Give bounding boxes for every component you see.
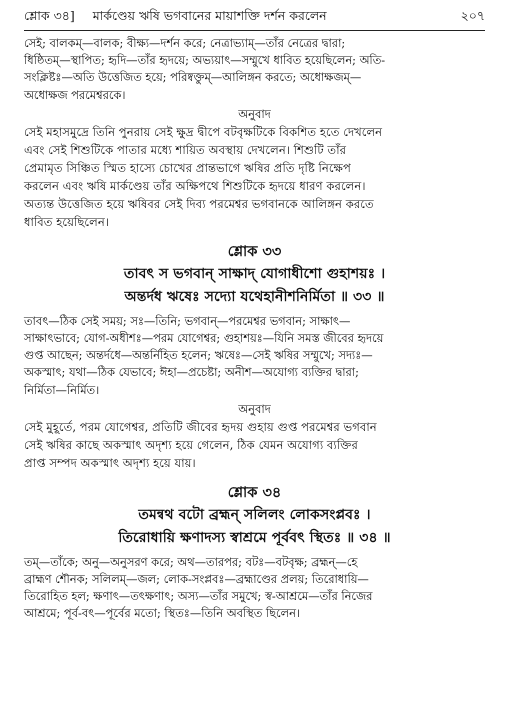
word-meanings-34: তম্—তাঁকে; অনু—অনুসরণ করে; অথ—তারপর; বটঃ—বটবৃক্ষ; ব্রহ্মন্—হে ব্রাহ্মণ শৌনক; সলিলম্—জল; লোক-সংপ্লবঃ—ব্রহ্মাণ্ডের প্রলয়; তিরোধায়ি— তিরোহিত হল; ক্ষণাৎ—তৎক্ষণাৎ; অস্য—তাঁর সমুখে; স্ব-আশ্রমে—তাঁর নিজের আশ্রমে; পূর্ব-বৎ—পূর্বের মতো; স্থিতঃ—তিনি অবস্থিত ছিলেন। bbox=[24, 554, 373, 621]
verse-33-line2: অন্তর্দধ ঋষেঃ সদ্যো যথেহানীশনির্মিতা ॥ ৩৩ ॥ bbox=[124, 288, 385, 305]
translation-label-32: অনুবাদ bbox=[238, 106, 271, 121]
page-number: ২০৭ bbox=[460, 8, 485, 23]
shloka-heading-34: শ্লোক ৩৪ bbox=[227, 483, 282, 501]
shloka-heading-33: শ্লোক ৩৩ bbox=[227, 242, 282, 260]
verse-34-line1: তমন্বথ বটো ব্রহ্মন্ সলিলং লোকসংপ্লবঃ । bbox=[138, 506, 371, 523]
word-meanings-32: সেই; বালকম্—বালক; বীক্ষ্য—দর্শন করে; নেত্রাভ্যাম্—তাঁর নেত্রের দ্বারা; ধিষ্ঠিতম্—স্থাপিত; হৃদি—তাঁর হৃদয়ে; অভ্যয়াৎ—সম্মুখে ধাবিত হয়েছিলেন; অতি- সংক্লিষ্টঃ—অতি উত্তেজিত হয়ে; পরিষ্বক্তুম্—আলিঙ্গন করতে; অধোক্ষজম্— অধোক্ষজ পরমেশ্বরকে। bbox=[24, 36, 386, 102]
word-meanings-33: তাবৎ—ঠিক সেই সময়; সঃ—তিনি; ভগবান্—পরমেশ্বর ভগবান; সাক্ষাৎ— সাক্ষাৎভাবে; যোগ-অধীশঃ—পরম যোগেশ্বর; গুহাশয়ঃ—যিনি সমস্ত জীবের হৃদয়ে গুপ্ত আছেন; অন্তর্দধে—অন্তর্নিহিত হলেন; ঋষেঃ—সেই ঋষির সম্মুখে; সদ্যঃ— অকস্মাৎ; যথা—ঠিক যেভাবে; ঈহা—প্রচেষ্টা; অনীশ—অযোগ্য ব্যক্তির দ্বারা; নির্মিতা—নির্মিত। bbox=[24, 313, 384, 397]
verse-33-line1: তাবৎ স ভগবান্ সাক্ষাদ্ যোগাধীশো গুহাশয়ঃ । bbox=[123, 265, 386, 282]
verse-34-line2: তিরোধায়ি ক্ষণাদস্য স্বাশ্রমে পূর্ববৎ স্থিতঃ ॥ ৩৪ ॥ bbox=[118, 529, 391, 546]
verse-34 bbox=[24, 504, 485, 550]
translation-32: সেই মহাসমুদ্রে তিনি পুনরায় সেই ক্ষুদ্র দ্বীপে বটবৃক্ষটিকে বিকশিত হতে দেখলেন এবং সেই শিশুটিকে পাতার মধ্যে শায়িত অবস্থায় দেখলেন। শিশুটি তাঁর প্রেমামৃত সিঞ্চিত স্মিত হাস্যে চোখের প্রান্তভাগে ঋষির প্রতি দৃষ্টি নিক্ষেপ করলেন এবং ঋষি মার্কণ্ডেয় তাঁর অক্ষিপথে শিশুটিকে হৃদয়ে ধারণ করলেন। অত্যন্ত উত্তেজিত হয়ে ঋষিবর সেই দিব্য পরমেশ্বর ভগবানকে আলিঙ্গন করতে ধাবিত হয়েছিলেন। bbox=[24, 124, 383, 229]
translation-33: সেই মুহূর্তে, পরম যোগেশ্বর, প্রতিটি জীবের হৃদয় গুহায় গুপ্ত পরমেশ্বর ভগবান সেই ঋষির কাছে অকস্মাৎ অদৃশ্য হয়ে গেলেন, ঠিক যেমন অযোগ্য ব্যক্তির প্রাপ্ত সম্পদ অকস্মাৎ অদৃশ্য হয়ে যায়। bbox=[24, 419, 377, 470]
section-label: শ্লোক ৩৪] bbox=[24, 8, 75, 23]
page-header bbox=[24, 6, 485, 31]
translation-label-33: অনুবাদ bbox=[238, 401, 271, 416]
verse-33 bbox=[24, 263, 485, 309]
page-title: মার্কণ্ডেয় ঋষি ভগবানের মায়াশক্তি দর্শন করলেন bbox=[92, 8, 327, 23]
